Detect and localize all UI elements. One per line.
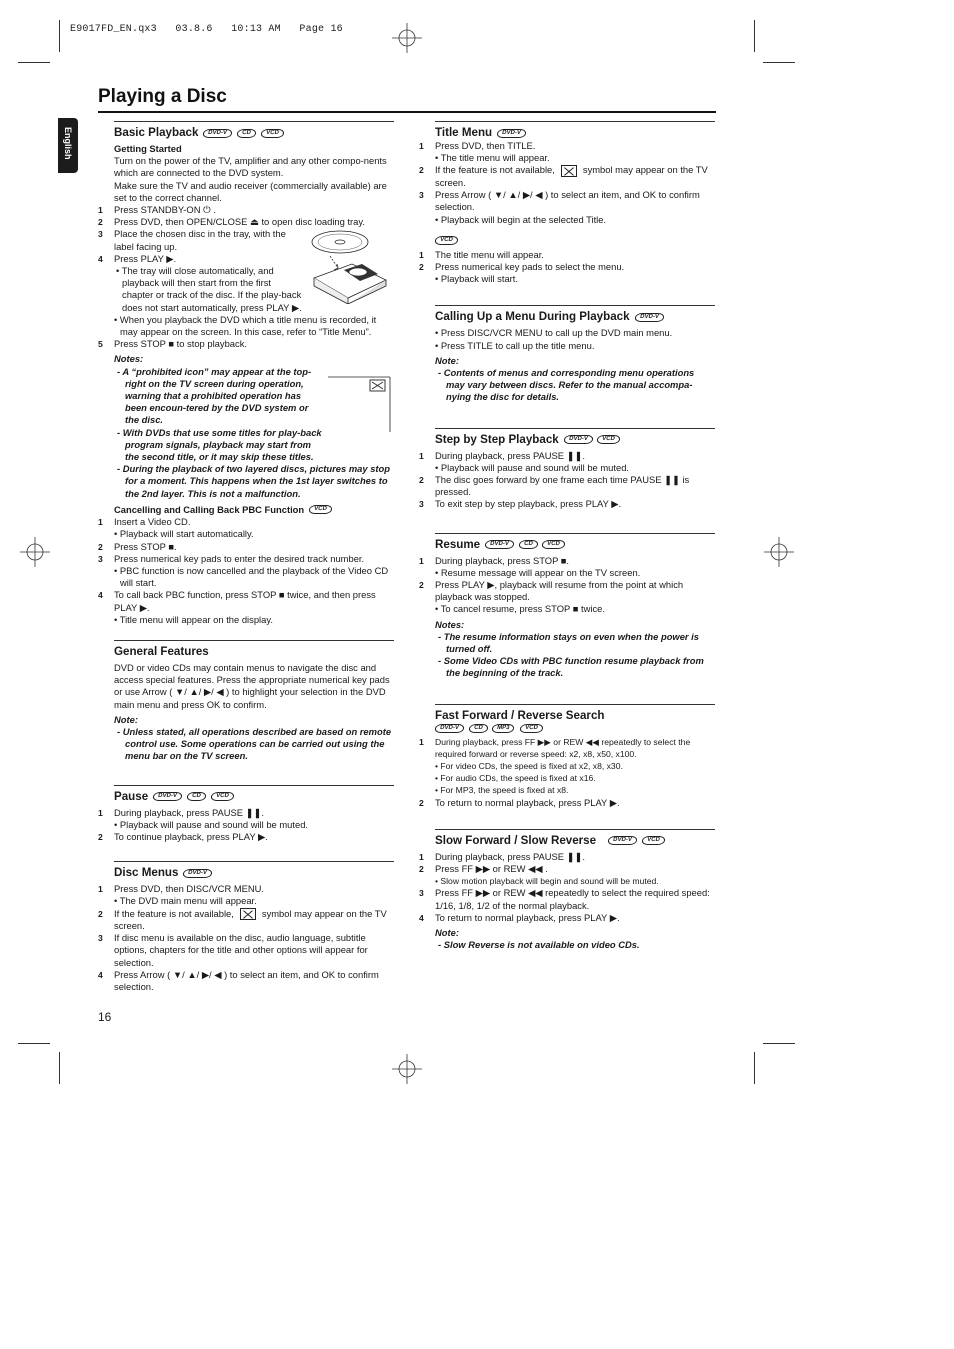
step-number: 1 [98,205,103,216]
paragraph: Make sure the TV and audio receiver (commercially available) are set to the correct channel. [114,179,387,203]
crop-mark [18,62,50,63]
language-tab-label: English [63,127,74,160]
bullet-item: • The title menu will appear. [435,152,550,164]
step-number: 2 [98,541,103,552]
section-title-text: Disc Menus [114,866,179,880]
section-general-features [98,640,394,763]
step-number: 2 [419,165,424,176]
dvd-badge-icon: DVD-V [563,435,593,444]
step-number: 2 [419,864,424,875]
cd-badge-icon: CD [236,129,256,138]
section-rule [114,785,394,786]
vcd-badge-icon: VCD [260,129,284,138]
right-column [419,121,715,951]
section-resume [419,533,715,680]
section-title [419,538,715,552]
step-item [98,541,394,553]
dvd-badge-icon: DVD-V [496,129,526,138]
section-title [98,645,394,659]
step-number: 1 [419,141,424,151]
bullet-item: • Playback will start. [435,273,518,285]
section-title-text: Pause [114,789,149,803]
section-slow [419,829,715,952]
step-number: 1 [98,517,103,528]
dvd-badge-icon: DVD-V [183,869,213,878]
left-column [98,121,394,993]
step-text: During playback, press PAUSE ❚❚. [435,850,585,862]
vcd-badge-icon: VCD [597,435,621,444]
step-number: 2 [98,831,103,842]
step-text: During playback, press STOP ■. [435,554,570,566]
registration-mark [764,537,794,567]
note-item: - Contents of menus and corresponding menu operations may vary between discs. Refer to the manual accompa-nying the disc for details. [438,366,695,403]
step-text: Press numerical key pads to enter the desired track number. [114,552,365,564]
step-number: 3 [98,933,103,944]
prohibited-icon [240,908,256,920]
vcd-badge-icon: VCD [434,236,458,245]
step-item [419,189,715,213]
paragraph: Turn on the power of the TV, amplifier and any other compo-nents which are connected to the DVD system. [114,155,387,179]
bullet-item: • Title menu will appear on the display. [114,613,273,625]
step-text: Place the chosen disc in the tray, with the label facing up. [114,228,286,252]
note-item: - During the playback of two layered discs, pictures may stop for a moment. This happens when the 1st layer switches to the 2nd layer. This is not a malfunction. [117,463,390,499]
note-item: - A “prohibited icon” may appear at the top-right on the TV screen during operation, warning that a prohibited operation has been encoun-tered by the DVD system or the disc. [117,365,312,426]
cd-badge-icon: CD [468,724,488,733]
prohibited-icon [561,165,577,177]
section-rule [114,640,394,641]
bullet-item: • Press TITLE to call up the title menu. [435,339,595,351]
section-rule [435,533,715,534]
mp3-badge-icon: MP3 [492,724,516,733]
step-text: If the feature is not available, [435,164,555,176]
note-heading: Note: [435,927,459,939]
step-text: Press Arrow ( ▼/ ▲/ ▶/ ◀ ) to select an item, and OK to confirm selection. [114,968,379,993]
step-number: 4 [98,969,103,980]
note-heading: Note: [435,354,459,366]
section-title-text: General Features [114,644,209,658]
page-number: 16 [98,1010,112,1024]
note-heading: Note: [114,713,138,725]
step-number: 2 [98,908,103,919]
section-calling-menu [419,305,715,403]
step-number: 1 [419,450,424,461]
note-item: - With DVDs that use some titles for play-back program signals, playback may start from the second title, or it may skip these titles. [117,426,322,463]
dvd-badge-icon: DVD-V [607,836,637,845]
step-number: 3 [419,888,424,899]
section-rule [435,428,715,429]
step-item [419,851,715,863]
step-item [419,164,715,189]
step-item [98,516,394,528]
step-number: 3 [98,553,103,564]
step-text: The title menu will appear. [435,248,544,260]
section-basic-playback [98,121,394,626]
section-fast-forward [419,704,715,809]
section-title [419,834,715,848]
step-item [419,249,715,261]
vcd-badge-icon: VCD [542,540,566,549]
step-item [98,338,394,350]
step-number: 2 [98,217,103,228]
bullet-item: • For MP3, the speed is fixed at x8. [435,785,569,796]
bullet-item: • The tray will close automatically, and playback will then start from the first chapter or track of the disc. If the play-back does not start automatically, press PLAY ▶. [116,265,302,313]
step-item [98,807,394,819]
section-title-text: Calling Up a Menu During Playback [435,310,630,324]
step-text: Press STOP ■. [114,540,177,552]
registration-mark [20,537,50,567]
step-item [419,450,715,462]
section-title-text: Title Menu [435,126,493,139]
section-title [419,433,715,447]
step-text: During playback, press FF ▶▶ or REW ◀◀ repeatedly to select the required forward or reverse speed: x2, x8, x50, x100. [435,736,691,759]
step-text: To return to normal playback, press PLAY ▶. [435,796,620,808]
dvd-badge-icon: DVD-V [203,129,233,138]
section-rule [114,121,394,122]
step-number: 1 [419,249,424,260]
badge-row [419,724,715,733]
step-number: 2 [419,261,424,272]
step-item [98,831,394,843]
bullet-item: • To cancel resume, press STOP ■ twice. [435,603,605,615]
section-title [419,126,715,140]
crop-mark [754,20,755,52]
print-header: E9017FD_EN.qx3 03.8.6 10:13 AM Page 16 [70,24,343,35]
notes-heading: Notes: [435,618,465,630]
step-text: To call back PBC function, press STOP ■ twice, and then press PLAY ▶. [114,589,376,613]
step-text: During playback, press PAUSE ❚❚. [435,449,585,461]
step-item [98,589,394,613]
step-text: Press Arrow ( ▼/ ▲/ ▶/ ◀ ) to select an item, and OK to confirm selection. [435,189,700,213]
section-title-text: Resume [435,537,481,551]
section-title-menu [419,121,715,285]
step-text: Press DVD, then TITLE. [435,140,536,151]
section-rule [435,829,715,830]
subsection-title: Getting Started [114,143,182,154]
subsection-title [98,504,394,516]
cd-badge-icon: CD [518,540,538,549]
section-title [98,126,394,140]
step-item [419,736,715,760]
bullet-item: • Playback will begin at the selected Title. [435,213,607,225]
step-number: 3 [419,499,424,510]
bullet-item: • For video CDs, the speed is fixed at x2, x8, x30. [435,761,623,772]
step-number: 1 [419,736,424,747]
step-number: 4 [98,253,103,264]
language-tab [58,118,78,173]
step-item [98,204,394,216]
page-title: Playing a Disc [98,86,227,107]
bullet-item: • Playback will start automatically. [114,528,254,540]
step-item [98,932,394,969]
step-item [419,912,715,924]
prohibited-icon [328,376,394,432]
step-text: symbol may appear on the TV screen. [435,164,708,188]
step-number: 2 [419,474,424,485]
section-title [419,709,715,723]
registration-mark [392,1054,422,1084]
step-number: 1 [419,555,424,566]
step-item [419,797,715,809]
step-text: To exit step by step playback, press PLAY ▶. [435,498,622,510]
step-text: If disc menu is available on the disc, audio language, subtitle options, chapters for the title and other options will appear for selection. [114,932,368,968]
crop-mark [763,62,795,63]
crop-mark [59,20,60,52]
section-title [98,866,394,880]
step-item [419,140,715,152]
bullet-item: • Playback will pause and sound will be muted. [114,818,309,830]
step-number: 1 [98,807,103,818]
step-number: 2 [419,579,424,590]
section-rule [435,305,715,306]
bullet-item: • Resume message will appear on the TV screen. [435,566,641,578]
step-item [419,863,715,875]
bullet-item: • PBC function is now cancelled and the playback of the Video CD will start. [114,564,389,589]
crop-mark [59,1052,60,1084]
step-text: Press STANDBY-ON ⏻ . [114,204,216,216]
step-number: 3 [98,229,103,240]
step-text: Press STOP ■ to stop playback. [114,338,247,350]
vcd-badge-icon: VCD [641,836,665,845]
dvd-badge-icon: DVD-V [434,724,464,733]
step-item [98,553,394,565]
section-step-playback [419,428,715,511]
bullet-item: • The DVD main menu will appear. [114,895,257,907]
bullet-item: • Playback will pause and sound will be muted. [435,461,630,473]
step-text: Insert a Video CD. [114,516,191,528]
dvd-badge-icon: DVD-V [634,313,664,322]
step-text: To return to normal playback, press PLAY ▶. [435,911,620,923]
vcd-badge-icon: VCD [308,505,332,514]
step-text: symbol may appear on the TV screen. [114,907,387,932]
section-rule [435,121,715,122]
section-pause [98,785,394,844]
title-rule [98,111,716,113]
subsection-title-text: Cancelling and Calling Back PBC Function [114,503,305,515]
section-disc-menus [98,861,394,993]
step-text: Press numerical key pads to select the menu. [435,260,625,272]
bullet-item: • For audio CDs, the speed is fixed at x16. [435,773,596,784]
section-rule [114,861,394,862]
step-item [419,474,715,498]
step-text: Press FF ▶▶ or REW ◀◀ repeatedly to select the required speed: 1/16, 1/8, 1/2 of the normal playback. [435,887,710,911]
note-item: - Unless stated, all operations described are based on remote control use. Some operations can be carried out using the menu bar on the TV screen. [117,725,392,762]
section-title-text: Slow Forward / Slow Reverse [435,833,597,847]
step-item [419,498,715,510]
section-title [419,310,715,324]
dvd-badge-icon: DVD-V [152,792,182,801]
step-number: 1 [419,851,424,862]
step-item [419,555,715,567]
step-text: Press FF ▶▶ or REW ◀◀ . [435,863,548,875]
step-text: During playback, press PAUSE ❚❚. [114,806,264,818]
crop-mark [763,1043,795,1044]
note-item: - Slow Reverse is not available on video CDs. [438,939,640,951]
step-item [98,908,394,933]
note-item: - The resume information stays on even when the power is turned off. [438,630,699,654]
disc-tray-illustration [308,226,390,304]
vcd-badge-icon: VCD [210,792,234,801]
section-title [98,790,394,804]
registration-mark [392,23,422,53]
step-item [98,883,394,895]
step-text: Press DVD, then OPEN/CLOSE ⏏ to open disc loading tray. [114,216,365,228]
bullet-item: • Slow motion playback will begin and sound will be muted. [435,876,659,887]
step-number: 3 [419,190,424,201]
step-item [98,969,394,993]
crop-mark [18,1043,50,1044]
cd-badge-icon: CD [186,792,206,801]
bullet-item: • Press DISC/VCR MENU to call up the DVD main menu. [435,327,673,339]
step-item [419,261,715,273]
section-title-text: Basic Playback [114,126,199,139]
step-text: If the feature is not available, [114,907,234,919]
step-text: Press PLAY ▶, playback will resume from the point at which playback was stopped. [435,578,684,603]
step-text: Press DVD, then DISC/VCR MENU. [114,883,265,895]
note-item: - Some Video CDs with PBC function resume playback from the beginning of the track. [438,655,704,679]
crop-mark [754,1052,755,1084]
section-title-text: Fast Forward / Reverse Search [435,708,605,722]
step-item [419,887,715,911]
notes-heading: Notes: [114,353,144,365]
step-number: 1 [98,884,103,895]
vcd-badge-icon: VCD [519,724,543,733]
step-number: 2 [419,797,424,808]
step-number: 5 [98,339,103,350]
section-rule [435,704,715,705]
step-item [419,579,715,603]
bullet-item: • When you playback the DVD which a title menu is recorded, it may appear on the screen. In this case, refer to “Title Menu”. [114,313,377,338]
step-text: Press PLAY ▶. [114,252,177,264]
dvd-badge-icon: DVD-V [484,540,514,549]
step-text: The disc goes forward by one frame each time PAUSE ❚❚ is pressed. [435,473,690,498]
section-title-text: Step by Step Playback [435,432,559,446]
step-number: 4 [98,590,103,601]
step-text: To continue playback, press PLAY ▶. [114,830,268,842]
paragraph: DVD or video CDs may contain menus to navigate the disc and access special features. Press the appropriate numerical key pads or use Arrow ( ▼/ ▲/ ▶/ ◀ ) to highlight your selection in the DVD main menu and press OK to confirm. [114,661,390,710]
step-number: 4 [419,912,424,923]
